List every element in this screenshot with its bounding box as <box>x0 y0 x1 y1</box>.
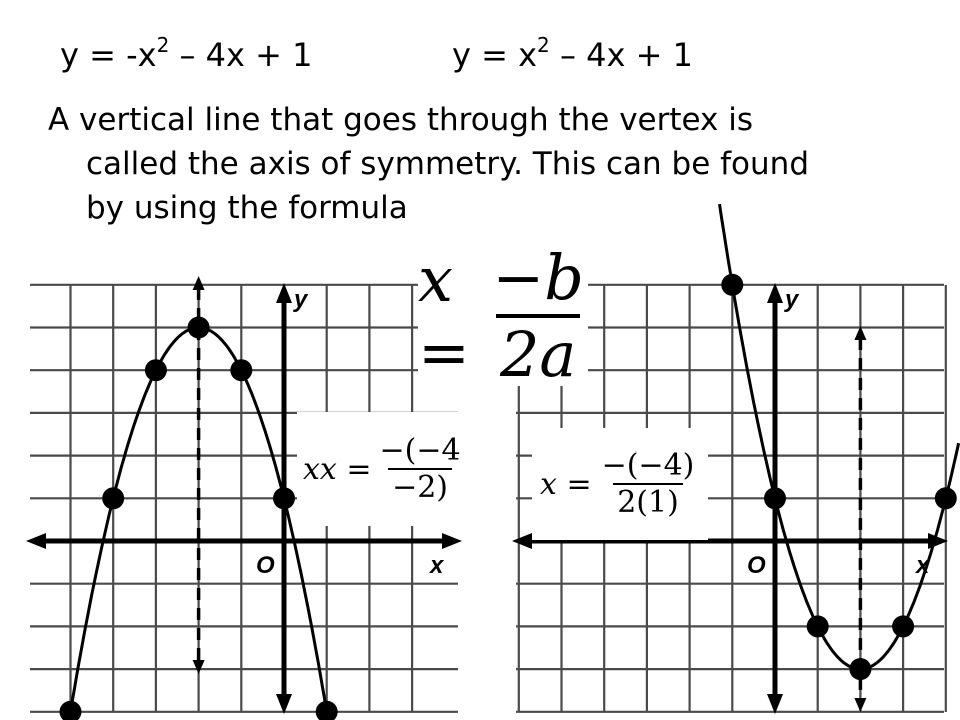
left-equation-rhs: – 4x + 1 <box>169 36 313 74</box>
left-graph-y-label: y <box>294 286 308 313</box>
left-graph-x-axis-left-arrow <box>26 533 46 549</box>
left-graph-y-axis-top-arrow <box>276 283 292 303</box>
left-substitution-lhs: xx = <box>303 451 372 487</box>
left-graph-plotted-point <box>60 701 82 720</box>
left-graph-plotted-point <box>273 487 295 509</box>
paragraph-line-3: by using the formula <box>86 190 408 226</box>
right-graph-origin-label: O <box>747 552 766 579</box>
left-graph-x-axis-right-arrow <box>442 533 462 549</box>
right-substitution-fraction <box>598 448 699 520</box>
left-graph-plotted-point <box>230 359 252 381</box>
left-equation-lhs: y = -x <box>60 36 157 74</box>
right-graph-y-label: y <box>785 286 799 313</box>
right-graph-plotted-point <box>807 615 829 637</box>
axis-formula <box>418 241 588 391</box>
left-graph-axis-of-symmetry-bottom-arrow <box>193 660 205 674</box>
paragraph-line-1: A vertical line that goes through the vertex is <box>48 102 754 138</box>
right-graph-plotted-point <box>764 487 786 509</box>
left-graph-axis-of-symmetry-top-arrow <box>193 276 205 290</box>
left-graph-origin-label: O <box>256 552 275 579</box>
right-graph-axis-of-symmetry-bottom-arrow <box>854 698 866 712</box>
right-equation-lhs: y = x <box>452 36 538 74</box>
right-substitution <box>532 428 708 540</box>
right-graph-plotted-point <box>721 274 743 296</box>
left-graph-plotted-point <box>145 359 167 381</box>
right-equation-exponent: 2 <box>537 33 550 57</box>
axis-formula-numerator: −b <box>492 241 584 314</box>
left-graph-x-label: x <box>430 552 444 579</box>
left-substitution-denominator: −2) <box>388 468 452 505</box>
left-graph-plotted-point <box>188 317 210 339</box>
right-graph-parabola <box>720 204 959 669</box>
right-graph-plotted-point <box>849 658 871 680</box>
right-graph-x-label: x <box>916 552 930 579</box>
paragraph-line-2: called the axis of symmetry. This can be found <box>86 146 809 182</box>
left-graph-plotted-point <box>316 701 338 720</box>
left-graph-plotted-point <box>102 487 124 509</box>
axis-formula-denominator: 2a <box>496 314 580 391</box>
right-substitution-lhs: x = <box>540 466 592 502</box>
right-graph-plotted-point <box>935 487 957 509</box>
right-substitution-denominator: 2(1) <box>613 483 683 520</box>
right-graph-plotted-point <box>892 615 914 637</box>
right-graph-y-axis-top-arrow <box>767 283 783 303</box>
axis-formula-lhs: x = <box>418 243 470 389</box>
right-substitution-numerator: −(−4) <box>601 448 695 483</box>
right-equation-rhs: – 4x + 1 <box>549 36 693 74</box>
right-graph-x-axis-left-arrow <box>512 533 532 549</box>
axis-formula-fraction <box>488 241 588 391</box>
left-equation-exponent: 2 <box>156 33 170 57</box>
left-substitution <box>297 412 465 526</box>
left-substitution-numerator: −(−4 <box>379 433 461 468</box>
left-substitution-fraction <box>376 433 465 505</box>
